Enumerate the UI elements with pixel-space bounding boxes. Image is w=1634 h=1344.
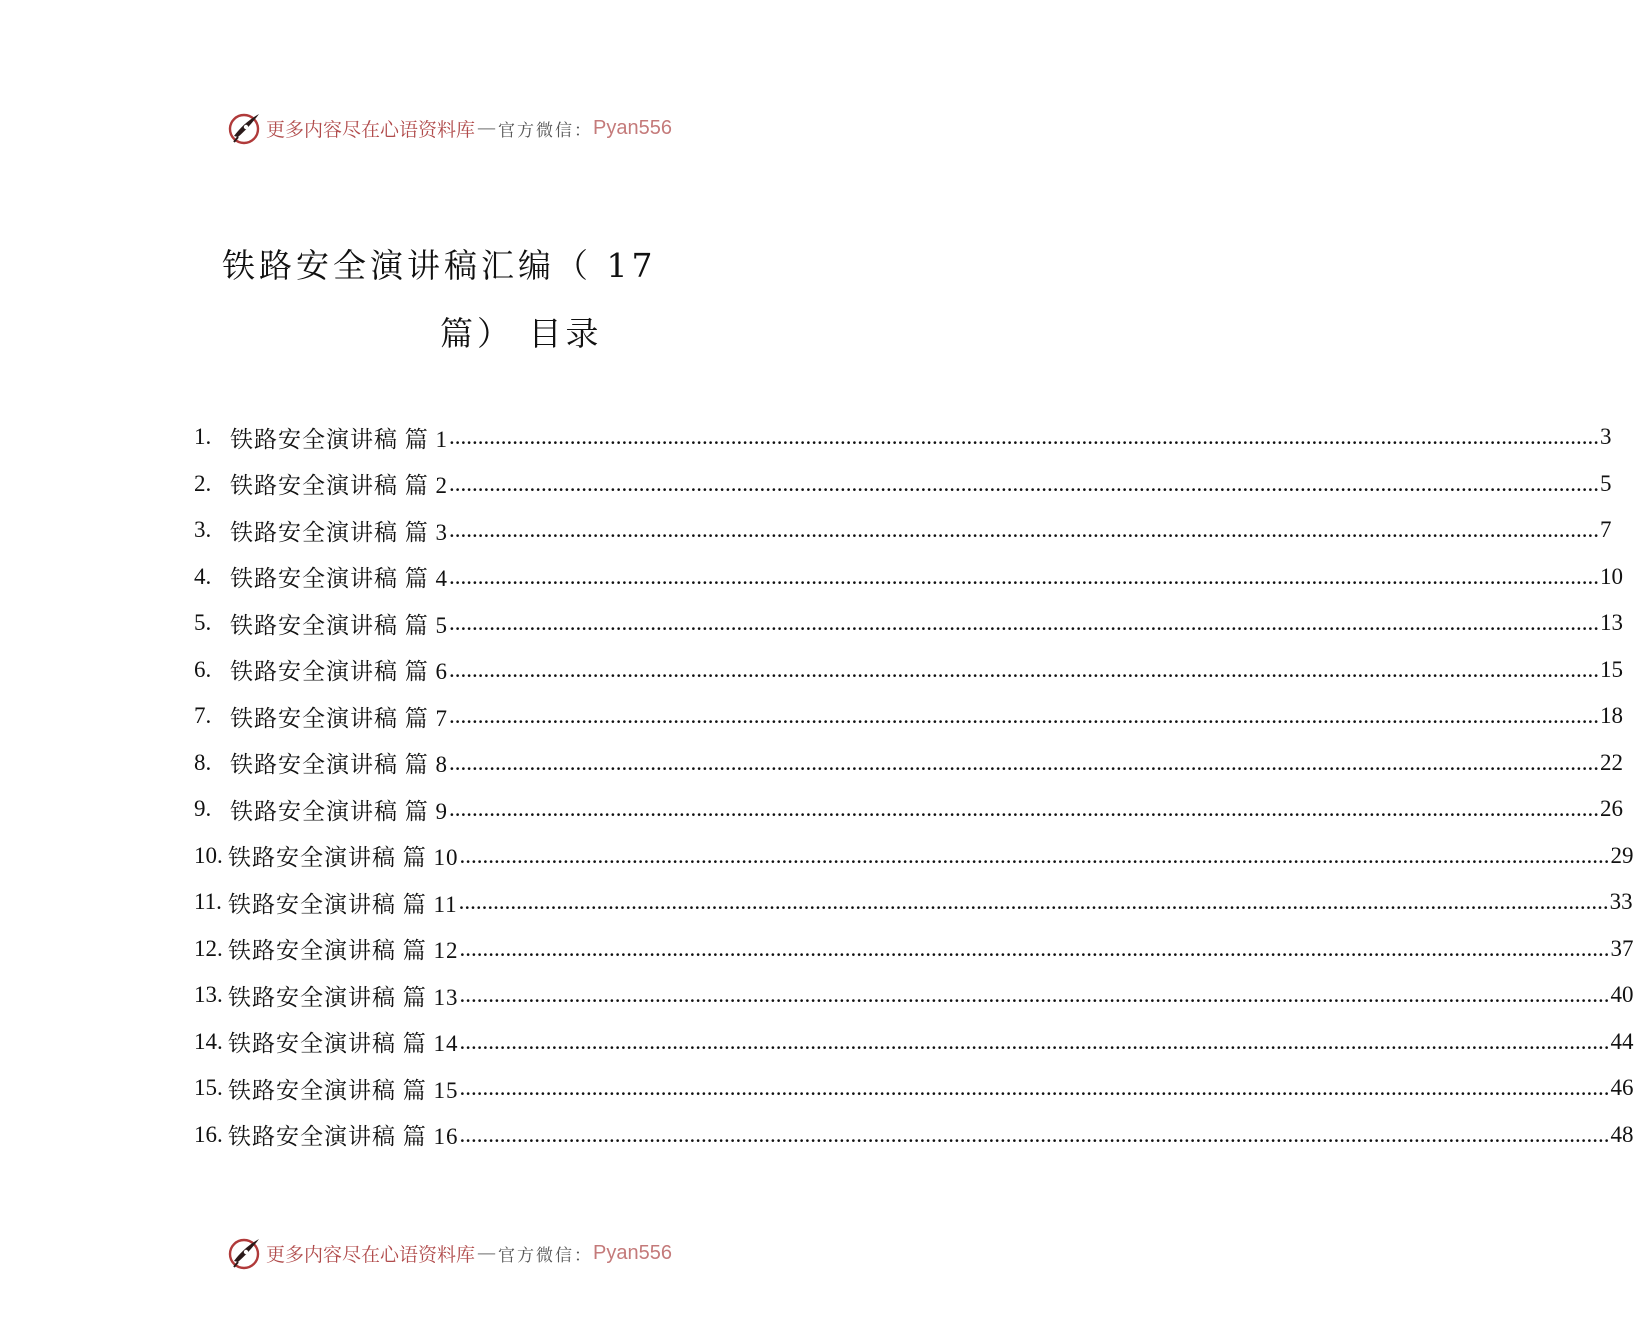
toc-entry-page: 26 — [1600, 796, 1623, 822]
toc-dot-leader: ........................................................................................................................................................................................................ — [449, 796, 1599, 822]
toc-dot-leader: ........................................................................................................................................................................................................ — [459, 1075, 1610, 1101]
toc-entry-page: 40 — [1610, 982, 1634, 1008]
footer-banner — [226, 1233, 746, 1273]
toc-entry-title: 铁路安全演讲稿 篇 15 — [228, 1077, 459, 1103]
toc-entry-title: 铁路安全演讲稿 篇 2 — [230, 473, 448, 499]
toc-entry-title: 铁路安全演讲稿 篇 5 — [230, 612, 448, 638]
toc-dot-leader: ........................................................................................................................................................................................................ — [449, 749, 1599, 775]
header-banner — [226, 108, 746, 148]
toc-entry-title: 铁路安全演讲稿 篇 12 — [228, 938, 459, 964]
toc-dot-leader: ........................................................................................................................................................................................................ — [459, 935, 1610, 961]
toc-entry-number: 7. — [194, 703, 212, 729]
toc-entry-title: 铁路安全演讲稿 篇 13 — [228, 984, 459, 1010]
toc-dot-leader: ........................................................................................................................................................................................................ — [449, 470, 1599, 496]
toc-entry-title: 铁路安全演讲稿 篇 16 — [228, 1124, 459, 1150]
toc-entry-page: 7 — [1600, 517, 1612, 543]
toc-dot-leader: ........................................................................................................................................................................................................ — [459, 1028, 1610, 1054]
header-wechat-id: Pyan556 — [593, 116, 672, 139]
toc-dot-leader: ........................................................................................................................................................................................................ — [459, 1121, 1610, 1147]
toc-dot-leader: ........................................................................................................................................................................................................ — [459, 842, 1610, 868]
toc-dot-leader: ........................................................................................................................................................................................................ — [449, 563, 1599, 589]
toc-entry[interactable] — [194, 786, 1623, 833]
toc-entry[interactable] — [194, 1112, 1634, 1159]
header-wechat-label: 官方微信： — [498, 120, 594, 141]
toc-entry-title: 铁路安全演讲稿 篇 1 — [230, 426, 448, 452]
toc-dot-leader: ........................................................................................................................................................................................................ — [449, 703, 1599, 729]
toc-dot-leader: ........................................................................................................................................................................................................ — [459, 982, 1610, 1008]
toc-entry-page: 44 — [1610, 1028, 1634, 1054]
toc-entry-number: 3. — [194, 517, 212, 543]
toc-entry-page: 3 — [1600, 424, 1612, 450]
toc-entry[interactable] — [194, 1065, 1634, 1112]
toc-entry-number: 12. — [194, 935, 223, 961]
document-title-line2: 篇） 目录 — [440, 314, 603, 353]
toc-entry-number: 10. — [194, 842, 223, 868]
toc-entry[interactable] — [194, 833, 1634, 880]
toc-dot-leader: ........................................................................................................................................................................................................ — [449, 610, 1599, 636]
footer-wechat-id: Pyan556 — [593, 1241, 672, 1264]
toc-entry-number: 5. — [194, 610, 212, 636]
quill-logo-icon — [226, 1235, 262, 1271]
toc-dot-leader: ........................................................................................................................................................................................................ — [449, 656, 1599, 682]
document-title-line1: 铁路安全演讲稿汇编（ 17 — [222, 246, 657, 285]
toc-entry[interactable] — [194, 507, 1612, 554]
footer-dash: — — [477, 1242, 497, 1264]
toc-entry-title: 铁路安全演讲稿 篇 7 — [230, 705, 448, 731]
toc-entry[interactable] — [194, 1019, 1634, 1066]
quill-logo-icon — [226, 110, 262, 146]
toc-entry-number: 8. — [194, 749, 212, 775]
toc-entry-page: 5 — [1600, 470, 1612, 496]
toc-entry-title: 铁路安全演讲稿 篇 14 — [228, 1031, 459, 1057]
toc-entry[interactable] — [194, 414, 1612, 461]
toc-entry-number: 4. — [194, 563, 212, 589]
toc-entry-page: 37 — [1610, 935, 1634, 961]
toc-entry[interactable] — [194, 926, 1634, 973]
toc-entry-page: 10 — [1600, 563, 1623, 589]
toc-entry-page: 13 — [1600, 610, 1623, 636]
toc-entry-title: 铁路安全演讲稿 篇 8 — [230, 752, 448, 778]
toc-entry-number: 14. — [194, 1028, 223, 1054]
toc-entry[interactable] — [194, 879, 1633, 926]
toc-entry-page: 46 — [1610, 1075, 1634, 1101]
footer-slogan: 更多内容尽在心语资料库 — [266, 1243, 476, 1266]
toc-entry-number: 9. — [194, 796, 212, 822]
toc-entry-title: 铁路安全演讲稿 篇 10 — [228, 845, 459, 871]
toc-entry-number: 16. — [194, 1121, 223, 1147]
toc-entry-number: 11. — [194, 889, 222, 915]
header-dash: — — [477, 117, 497, 139]
toc-entry-title: 铁路安全演讲稿 篇 3 — [230, 519, 448, 545]
footer-wechat-label: 官方微信： — [498, 1245, 594, 1266]
toc-dot-leader: ........................................................................................................................................................................................................ — [449, 424, 1599, 450]
toc-entry[interactable] — [194, 600, 1623, 647]
toc-entry[interactable] — [194, 740, 1623, 787]
toc-entry[interactable] — [194, 972, 1634, 1019]
toc-dot-leader: ........................................................................................................................................................................................................ — [449, 517, 1599, 543]
toc-entry-page: 48 — [1610, 1121, 1634, 1147]
toc-entry-page: 29 — [1610, 842, 1634, 868]
toc-entry-title: 铁路安全演讲稿 篇 11 — [228, 891, 458, 917]
toc-entry-number: 15. — [194, 1075, 223, 1101]
toc-entry[interactable] — [194, 693, 1623, 740]
toc-entry-number: 1. — [194, 424, 212, 450]
toc-entry-title: 铁路安全演讲稿 篇 9 — [230, 798, 448, 824]
toc-entry-page: 33 — [1609, 889, 1633, 915]
table-of-contents — [194, 414, 1634, 1158]
toc-dot-leader: ........................................................................................................................................................................................................ — [458, 889, 1609, 915]
toc-entry[interactable] — [194, 647, 1623, 694]
header-slogan: 更多内容尽在心语资料库 — [266, 118, 476, 141]
toc-entry[interactable] — [194, 554, 1623, 601]
toc-entry[interactable] — [194, 461, 1612, 508]
toc-entry-title: 铁路安全演讲稿 篇 4 — [230, 566, 448, 592]
toc-entry-title: 铁路安全演讲稿 篇 6 — [230, 659, 448, 685]
toc-entry-page: 22 — [1600, 749, 1623, 775]
toc-entry-number: 2. — [194, 470, 212, 496]
toc-entry-page: 18 — [1600, 703, 1623, 729]
toc-entry-page: 15 — [1600, 656, 1623, 682]
toc-entry-number: 13. — [194, 982, 223, 1008]
toc-entry-number: 6. — [194, 656, 212, 682]
